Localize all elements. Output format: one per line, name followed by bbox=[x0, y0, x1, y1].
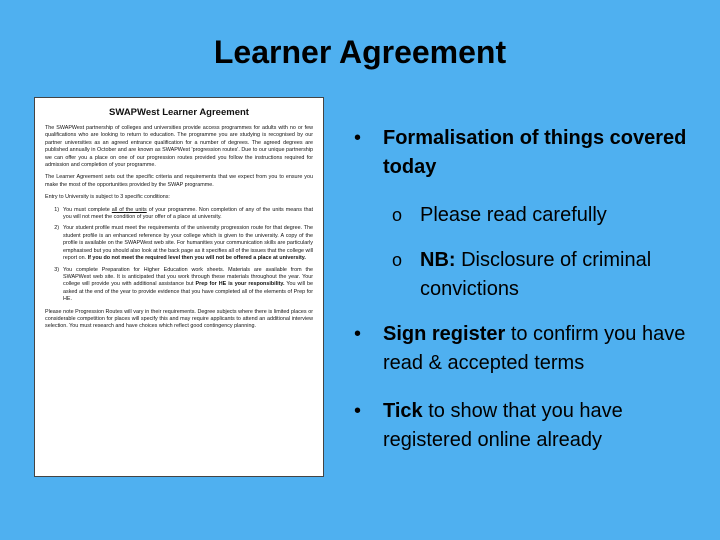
document-paragraph-intro: The SWAPWest partnership of colleges and universities provide access programmes for adults with no or few qualifications who are looking to return to education. The programme you are studying is recognised by our partner universities as an agreed entrance qualification for a number of degrees. The agreed degrees are published annually in October and are known as SWAPWest 'progression routes'. Due to our unique partnership we can offer you a place on one of our progression routes provided you follow the instructions required for admission and completion of your programme. bbox=[45, 125, 313, 169]
circle-bullet-icon: o bbox=[392, 205, 403, 225]
bullet-list bbox=[352, 124, 712, 474]
document-condition-item bbox=[45, 225, 313, 262]
condition-number: 2) bbox=[54, 225, 59, 232]
bullet-dot-icon: • bbox=[354, 323, 362, 345]
slide-title: Learner Agreement bbox=[213, 34, 507, 70]
condition-number: 1) bbox=[54, 206, 59, 213]
condition-text: You complete Preparation for Higher Education work sheets. Materials are available from the SWAPWest web site. It is anticipated that you work through these materials throughout the year. Your college will provide you with additional assistance but Prep for HE is your responsibility. You will be asked at the end of the year to provide evidence that you have completed all of the elements of Prep for HE. bbox=[63, 266, 313, 303]
bullet-tick-online: • Tick to show that you have registered online already bbox=[352, 397, 712, 455]
bullet-formalisation: • Formalisation of things covered today bbox=[352, 124, 712, 182]
condition-text: Your student profile must meet the requirements of the university progression route for that degree. The student profile is an enhanced reference by your college which is given to the university. A copy of the profile is available on the SWAPWest web site. For humanities your communication skills are particularly emphasised but you should also look at the back page as it specifies all of the issues that the college will report on. If you do not meet the required level then you will not be offered a place at university. bbox=[63, 225, 313, 262]
document-paragraph-agreement: The Learner Agreement sets out the specific criteria and requirements that we expect from you to ensure you make the most of the opportunities provided by the SWAP programme. bbox=[45, 174, 313, 188]
document-paragraph-conditions-heading: Entry to University is subject to 3 specific conditions: bbox=[45, 194, 170, 201]
bullet-dot-icon: • bbox=[354, 400, 362, 422]
sub-bullet-disclosure: o NB: Disclosure of criminal convictions bbox=[352, 246, 712, 304]
condition-text: You must complete all of the units of your programme. Non completion of any of the units means that you will not meet the condition of your offer of a place at university. bbox=[63, 206, 313, 221]
document-condition-item bbox=[45, 207, 313, 222]
sub-bullet-read-carefully: o Please read carefully bbox=[352, 201, 712, 230]
learner-agreement-document-image bbox=[34, 97, 324, 477]
document-condition-item bbox=[45, 267, 313, 304]
document-conditions-list bbox=[45, 207, 313, 304]
condition-number: 3) bbox=[54, 266, 59, 273]
document-paragraph-closing: Please note Progression Routes will vary in their requirements. Degree subjects where there is limited places or considerable competition for places will specify this and may require applicants to attend an additional interview selection. You must research and have choices which reflect good contingency planning. bbox=[45, 308, 313, 330]
circle-bullet-icon: o bbox=[392, 250, 403, 270]
document-title: SWAPWest Learner Agreement bbox=[109, 107, 249, 118]
bullet-sign-register: • Sign register to confirm you have read & accepted terms bbox=[352, 320, 712, 378]
bullet-dot-icon: • bbox=[354, 127, 362, 149]
